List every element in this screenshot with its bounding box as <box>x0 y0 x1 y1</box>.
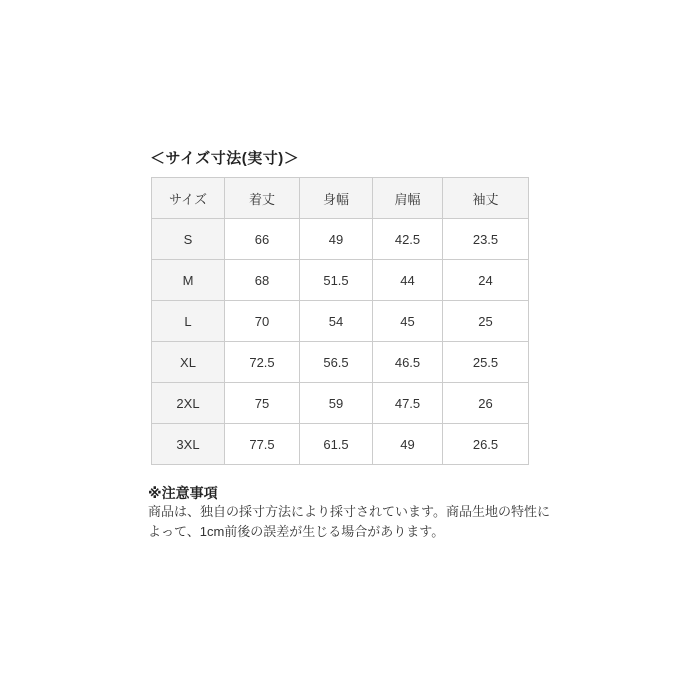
measurement-cell: 59 <box>300 383 373 424</box>
measurement-cell: 49 <box>300 219 373 260</box>
table-row <box>152 260 529 301</box>
table-row <box>152 301 529 342</box>
column-header: 肩幅 <box>373 178 443 219</box>
size-label-cell: L <box>152 301 225 342</box>
column-header: 着丈 <box>225 178 300 219</box>
measurement-cell: 26 <box>443 383 529 424</box>
measurement-cell: 46.5 <box>373 342 443 383</box>
measurement-cell: 70 <box>225 301 300 342</box>
measurement-cell: 61.5 <box>300 424 373 465</box>
table-row <box>152 424 529 465</box>
size-label-cell: XL <box>152 342 225 383</box>
notes-body <box>148 502 558 542</box>
measurement-cell: 54 <box>300 301 373 342</box>
size-table-body <box>152 219 529 465</box>
measurement-cell: 56.5 <box>300 342 373 383</box>
measurement-cell: 26.5 <box>443 424 529 465</box>
size-table <box>151 177 529 465</box>
measurement-cell: 44 <box>373 260 443 301</box>
measurement-cell: 47.5 <box>373 383 443 424</box>
measurement-cell: 25 <box>443 301 529 342</box>
notes-heading: ※注意事項 <box>148 485 218 501</box>
measurement-cell: 66 <box>225 219 300 260</box>
size-label-cell: M <box>152 260 225 301</box>
column-header: 袖丈 <box>443 178 529 219</box>
measurement-cell: 49 <box>373 424 443 465</box>
measurement-cell: 51.5 <box>300 260 373 301</box>
notes-line: よって、1cm前後の誤差が生じる場合があります。 <box>148 524 445 539</box>
measurement-cell: 42.5 <box>373 219 443 260</box>
measurement-cell: 68 <box>225 260 300 301</box>
notes-line: 商品は、独自の採寸方法により採寸されています。商品生地の特性に <box>148 504 550 519</box>
table-row <box>152 342 529 383</box>
size-chart-title: ＜サイズ寸法(実寸)＞ <box>150 150 300 167</box>
measurement-cell: 75 <box>225 383 300 424</box>
table-row <box>152 383 529 424</box>
measurement-cell: 24 <box>443 260 529 301</box>
size-table-header-row <box>152 178 529 219</box>
size-label-cell: S <box>152 219 225 260</box>
measurement-cell: 23.5 <box>443 219 529 260</box>
table-row <box>152 219 529 260</box>
column-header: サイズ <box>152 178 225 219</box>
measurement-cell: 77.5 <box>225 424 300 465</box>
measurement-cell: 72.5 <box>225 342 300 383</box>
size-label-cell: 3XL <box>152 424 225 465</box>
measurement-cell: 25.5 <box>443 342 529 383</box>
notes-section <box>148 484 558 542</box>
column-header: 身幅 <box>300 178 373 219</box>
size-label-cell: 2XL <box>152 383 225 424</box>
measurement-cell: 45 <box>373 301 443 342</box>
